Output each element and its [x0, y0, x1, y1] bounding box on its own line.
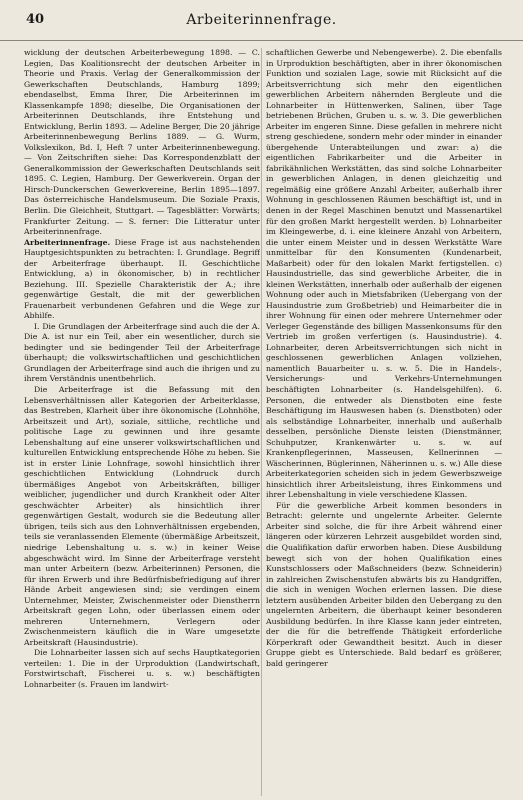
- gelernte-arbeiter-paragraph: Für die gewerbliche Arbeit kommen besonders in Betracht: gelernte und ungelernte Arbeiter. Gelernte Arbeiter sind solche, die für ihre Arbeit während einer längeren oder kürzeren Lehrzeit ausgebildet worden sind, die Qualifikation dafür erworben haben. Diese Ausbildung bewegt sich von der hohen Qualifikation eines Kunstschlossers oder Maßschneiders (bezw. Schneiderin) in zahlreichen Zwischenstufen abwärts bis zu Handgriffen, die sich in wenigen Wochen erlernen lassen. Die diese letztern ausübenden Arbeiter bilden den Uebergang zu den ungelernten Arbeitern, die überhaupt keiner besonderen Ausbildung bedürfen. In ihre Klasse kann jeder eintreten, der die für die betreffende Thätigkeit erforderliche Körperkraft oder Gewandtheit besitzt. Auch in dieser Gruppe giebt es Unterschiede. Bald bedarf es größerer, bald geringerer: [266, 500, 502, 668]
- page-number: 40: [26, 12, 45, 27]
- left-column: [24, 48, 260, 796]
- running-title: Arbeiterinnenfrage.: [186, 12, 337, 28]
- categories-continued-paragraph: schaftlichen Gewerbe und Nebengewerbe). 2. Die ebenfalls in Urproduktion beschäftigten, aber in ihrer ökonomischen Funktion und sozialen Lage, sowie mit Rücksicht auf die Arbeitsverrichtung sich mehr den eigentlichen gewerblichen Arbeitern nähernden Bergleute und die Lohnarbeiter in Hüttenwerken, Salinen, über Tage betriebenen Brüchen, Gruben u. s. w. 3. Die gewerblichen Arbeiter im engeren Sinne. Diese gefallen in mehrere nicht streng geschiedene, sondern mehr oder minder in einander übergehende Unterabteilungen und zwar: a) die eigentlichen Fabrikarbeiter und die Arbeiter in fabrikähnlichen Werkstätten, das sind solche Lohnarbeiter in gewerblichen Anlagen, in denen gleichzeitig und regelmäßig eine größere Anzahl Arbeiter, außerhalb ihrer Wohnung in geschlossenen Räumen beschäftigt ist, und in denen in der Regel Maschinen benutzt und Massenartikel für den großen Markt hergestellt werden. b) Lohnarbeiter im Kleingewerbe, d. i. eine kleinere Anzahl von Arbeitern, die unter einem Meister und in dessen Werkstätte Ware unmittelbar für den Konsumenten (Kundenarbeit, Maßarbeit) oder für den lokalen Markt fertigstellen. c) Hausindustrielle, das sind gewerbliche Arbeiter, die in kleinen Werkstätten, innerhalb oder außerhalb der eigenen Wohnung oder auch in Mietsfabriken (Uebergang von der Hausindustrie zum Großbetrieb) und Heimarbeiter die in ihrer Wohnung für einen oder mehrere Unternehmer oder Verleger Gegenstände des billigen Massenkonsums für den Vertrieb im großen verfertigen (s. Hausindustrie). 4. Lohnarbeiter, deren Arbeitsverrichtungen sich nicht in geschlossenen gewerblichen Anlagen vollziehen, namentlich Bauarbeiter u. s. w. 5. Die in Handels-, Versicherungs- und Verkehrs-Unternehmungen beschäftigten Lohnarbeiter (s. Handelsgehilfen). 6. Personen, die entweder als Dienstboten eine feste Beschäftigung im Hauswesen haben (s. Dienstboten) oder als selbständige Lohnarbeiter, innerhalb und außerhalb desselben, persönliche Dienste leisten (Dienstmänner, Schuhputzer, Krankenwärter u. s. w. auf Krankenpflegerinnen, Masseusen, Kellnerinnen — Wäscherinnen, Büglerinnen, Näherinnen u. s. w.) Alle diese Arbeiterkategorien scheiden sich in jedem Gewerbszweige hinsichtlich ihrer Arbeitsleistung, ihres Einkommens und ihrer Lebenshaltung in viele verschiedene Klassen.: [266, 48, 502, 500]
- bibliography-paragraph: wicklung der deutschen Arbeiterbewegung 1898. — C. Legien, Das Koalitionsrecht der deutschen Arbeiter in Theorie und Praxis. Verlag der Generalkommission der Gewerkschaften Deutschlands, Hamburg 1899; ebendaselbst, Emma Ihrer, Die Arbeiterinnen im Klassenkampfe 1898; dieselbe, Die Organisationen der Arbeiterinnen Deutschlands, ihre Entstehung und Entwicklung, Berlin 1893. — Adeline Berger, Die 20 jährige Arbeiterinnenbewegung Berlins 1889. — G. Wurm, Volkslexikon, Bd. I, Heft 7 unter Arbeiterinnenbewegung. — Von Zeitschriften siehe: Das Korrespondenzblatt der Generalkommission der Gewerkschaften Deutschlands seit 1895. C. Legien, Hamburg. Der Gewerkverein. Organ der Hirsch-Dunckerschen Gewerkvereine, Berlin 1895—1897. Das österreichische Handelsmuseum. Die Soziale Praxis, Berlin. Die Gleichheit, Stuttgart. — Tagesblätter: Vorwärts; Frankfurter Zeitung. — S. ferner: Die Litteratur unter Arbeiterinnenfrage.: [24, 48, 260, 237]
- section-grundlagen-paragraph: I. Die Grundlagen der Arbeiterfrage sind auch die der A. Die A. ist nur ein Teil, aber ein wesentlicher, durch sie bedingter und sie bedingender Teil der Arbeiterfrage überhaupt; die volkswirtschaftlichen und geschichtlichen Grundlagen der Arbeiterfrage sind auch die ihrigen und zu ihrem Verständnis unentbehrlich.: [24, 321, 260, 384]
- right-column: [266, 48, 502, 796]
- page-header: [0, 0, 523, 41]
- entry-intro-paragraph: [24, 238, 260, 322]
- column-divider: [261, 48, 262, 796]
- entry-heading: Arbeiterinnenfrage.: [24, 237, 111, 247]
- arbeiterfrage-definition-paragraph: Die Arbeiterfrage ist die Befassung mit den Lebensverhältnissen aller Kategorien der Arbeiterklasse, das Bestreben, Klarheit über ihre ökonomische (Lohnhöhe, Arbeitszeit und Art), soziale, sittliche, rechtliche und politische Lage zu gewinnen und ihre gesamte Lebenshaltung auf eine unserer volkswirtschaftlichen und kulturellen Entwicklung entsprechende Höhe zu heben. Sie ist in erster Linie Lohnfrage, sowohl hinsichtlich ihrer geschichtlichen Entwicklung (Lohndruck durch übermäßiges Angebot von Arbeitskräften, billiger weiblicher, jugendlicher und durch Krankheit oder Alter geschwächter Arbeiter) als hinsichtlich ihrer gegenwärtigen Gestalt, wodurch sie die Bedeutung aller übrigen, teils sich aus den Lohnverhältnissen ergebenden, teils sie veranlassenden Elemente (übermäßige Arbeitszeit, niedrige Lebenshaltung u. s. w.) in keiner Weise abgeschwächt wird. Im Sinne der Arbeiterfrage versteht man unter Arbeitern (bezw. Arbeiterinnen) Personen, die für ihren Erwerb und ihre Bedürfnisbefriedigung auf ihrer Hände Arbeit angewiesen sind; sie verdingen einem Unternehmer, Meister, Zwischenmeister oder Dienstherrn Arbeitskraft gegen Lohn, oder überlassen einem oder mehreren Unternehmern, Verlegern oder Zwischenmeistern käuflich die in Ware umgesetzte Arbeitskraft (Hausindustrie).: [24, 385, 260, 647]
- entry-intro-text: Diese Frage ist aus nachstehenden Hauptgesichtspunkten zu betrachten: I. Grundlage. Begriff der Arbeiterfrage überhaupt. II. Geschichtliche Entwicklung, a) in ökonomischer, b) in rechtlicher Beziehung. III. Spezielle Charakteristik der A.; ihre gegenwärtige Gestalt, die mit der gewerblichen Frauenarbeit verbundenen Gefahren und die Wege zur Abhilfe.: [24, 237, 260, 321]
- lohnarbeiter-categories-paragraph: Die Lohnarbeiter lassen sich auf sechs Hauptkategorien verteilen: 1. Die in der Urproduktion (Landwirtschaft, Forstwirtschaft, Fischerei u. s. w.) beschäftigten Lohnarbeiter (s. Frauen im landwirt-: [24, 648, 260, 689]
